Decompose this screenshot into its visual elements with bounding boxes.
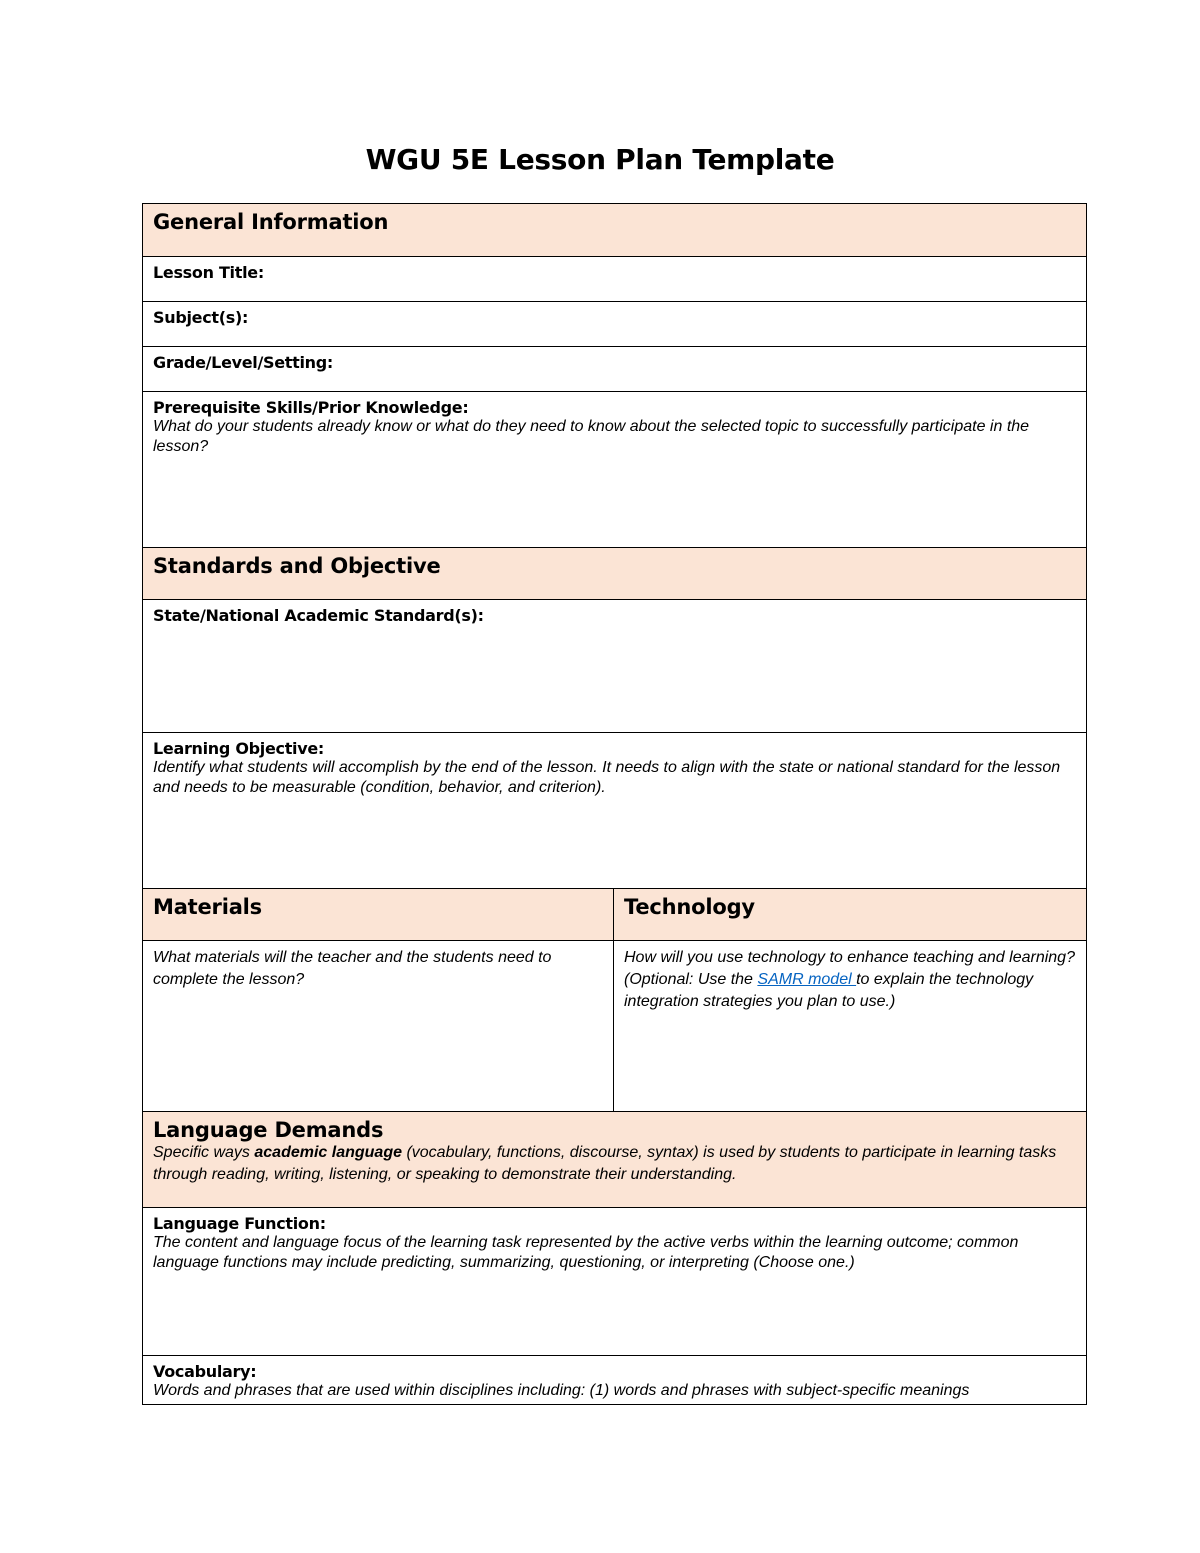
grade-level-setting-field[interactable] — [142, 346, 1087, 392]
intro-text: Specific ways — [153, 1144, 255, 1161]
materials-heading-cell — [142, 888, 614, 941]
field-label: Learning Objective: — [153, 739, 325, 758]
section-heading: General Information — [153, 210, 389, 234]
intro-bold-text: academic language — [254, 1144, 402, 1161]
vocabulary-field[interactable] — [142, 1355, 1087, 1405]
document-title: WGU 5E Lesson Plan Template — [365, 143, 835, 176]
technology-field[interactable] — [613, 940, 1087, 1112]
materials-field[interactable] — [142, 940, 614, 1112]
section-heading: Materials — [153, 895, 262, 919]
section-intro — [153, 1142, 1076, 1186]
field-label: Vocabulary: — [153, 1362, 257, 1381]
field-label: Prerequisite Skills/Prior Knowledge: — [153, 398, 469, 417]
instructions-text: to explain the technology integration strategies you plan to use.) — [624, 971, 1034, 1010]
field-label: Lesson Title: — [153, 263, 264, 282]
section-language-demands — [142, 1111, 1087, 1208]
section-general-information — [142, 203, 1087, 257]
language-function-field[interactable] — [142, 1207, 1087, 1356]
technology-heading-cell — [613, 888, 1087, 941]
prerequisite-skills-field[interactable] — [142, 391, 1087, 548]
section-standards-objective — [142, 547, 1087, 600]
field-label: State/National Academic Standard(s): — [153, 606, 484, 625]
section-heading: Technology — [624, 895, 755, 919]
instructions-text: How will you use technology to enhance teaching and learning? (Optional: Use the — [624, 949, 1075, 988]
section-heading: Language Demands — [153, 1118, 384, 1142]
field-instructions: What materials will the teacher and the students need to complete the lesson? — [153, 949, 552, 988]
field-instructions: What do your students already know or what do they need to know about the selected topic to successfully participate in the lesson? — [153, 418, 1030, 455]
subjects-field[interactable] — [142, 301, 1087, 347]
field-label: Grade/Level/Setting: — [153, 353, 334, 372]
field-label: Language Function: — [153, 1214, 326, 1233]
field-instructions — [624, 947, 1076, 1013]
intro-text: (vocabulary, functions, discourse, syntax) is used by students to participate in learning tasks through reading, writing, listening, or speaking to demonstrate their understanding. — [153, 1144, 1057, 1183]
lesson-title-field[interactable] — [142, 256, 1087, 302]
field-instructions: The content and language focus of the learning task represented by the active verbs within the learning outcome; common language functions may include predicting, summarizing, questioning, or interpreting (Choose one.) — [153, 1234, 1019, 1271]
field-instructions: Words and phrases that are used within disciplines including: (1) words and phrases with subject-specific meanings — [153, 1382, 970, 1399]
field-label: Subject(s): — [153, 308, 249, 327]
samr-model-link[interactable]: SAMR model — [757, 971, 857, 988]
learning-objective-field[interactable] — [142, 732, 1087, 889]
academic-standards-field[interactable] — [142, 599, 1087, 733]
field-instructions: Identify what students will accomplish by the end of the lesson. It needs to align with the state or national standard for the lesson and needs to be measurable (condition, behavior, and criterion). — [153, 759, 1061, 796]
section-heading: Standards and Objective — [153, 554, 441, 578]
